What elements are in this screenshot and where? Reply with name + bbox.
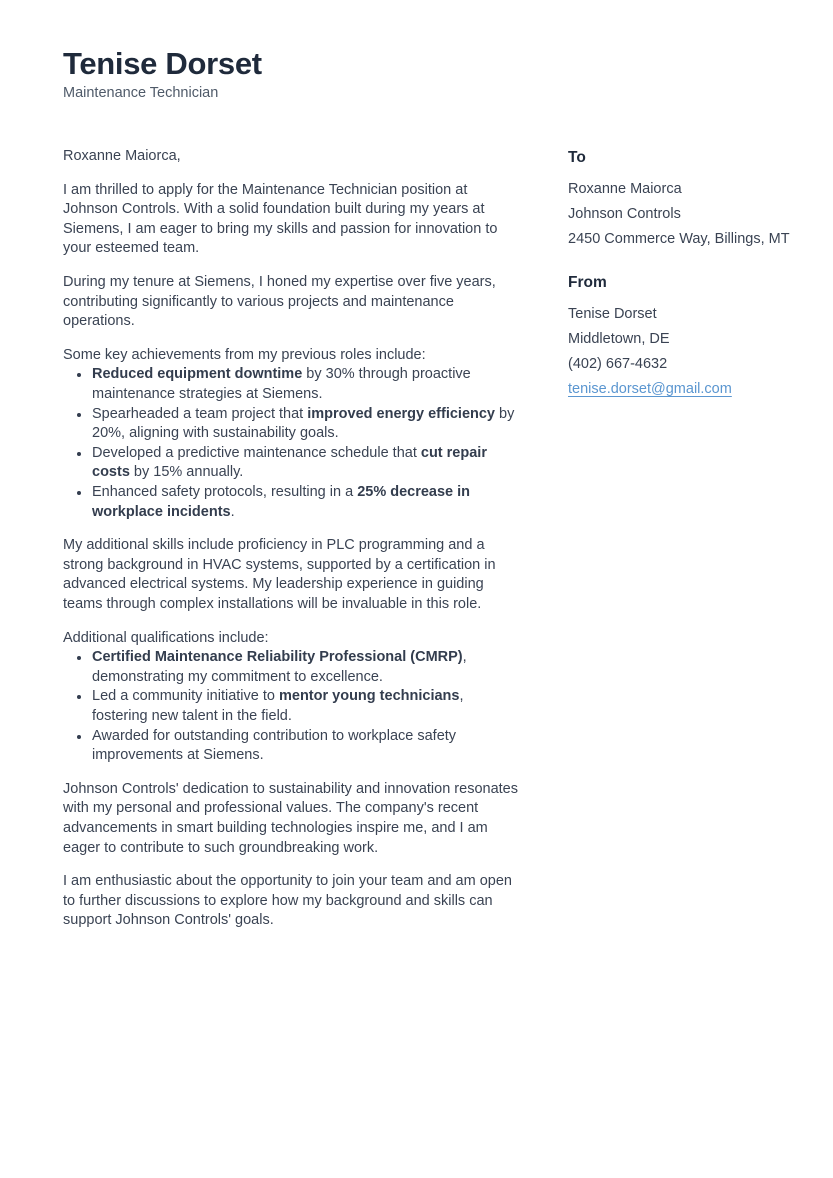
letter-paragraph	[63, 181, 520, 259]
sender-location: Middletown, DE	[568, 331, 670, 348]
from-heading: From	[568, 274, 607, 292]
text-run: Awarded for outstanding contribution to workplace safety improvements at Siemens.	[92, 727, 457, 764]
list-item	[91, 365, 520, 404]
recipient-address: 2450 Commerce Way, Billings, MT	[568, 231, 790, 248]
bold-text: Reduced equipment downtime	[92, 366, 303, 383]
page-title: Tenise Dorset	[63, 46, 262, 81]
list-item	[91, 444, 520, 483]
letter-paragraph	[63, 536, 520, 614]
sender-name: Tenise Dorset	[568, 306, 657, 323]
bold-text: cut repair costs	[92, 444, 487, 481]
text-run: Developed a predictive maintenance schedule that	[92, 444, 421, 461]
bold-text: 25% decrease in workplace incidents	[92, 484, 471, 520]
text-run: Roxanne Maiorca,	[63, 148, 181, 165]
sender-phone: (402) 667-4632	[568, 356, 668, 373]
list-item	[91, 648, 520, 687]
letter-paragraph	[63, 147, 520, 167]
text-run: , fostering new talent in the field.	[92, 688, 464, 724]
text-run: Some key achievements from my previous roles include:	[63, 346, 426, 363]
list-item	[91, 483, 520, 522]
job-title: Maintenance Technician	[63, 85, 219, 102]
text-run: Johnson Controls' dedication to sustainability and innovation resonates with my personal and professional values. The company's recent advancements in smart building technologies inspire me, and I am eager to contribute to such groundbreaking work.	[63, 780, 518, 856]
contact-sidebar	[568, 147, 790, 402]
bold-text: improved energy efficiency	[307, 405, 495, 422]
letter-paragraph	[63, 872, 520, 931]
list-item	[91, 727, 520, 766]
to-heading: To	[568, 149, 586, 167]
text-run: .	[230, 503, 235, 520]
text-run: I am enthusiastic about the opportunity to join your team and am open to further discussions to explore how my background and skills can support Johnson Controls' goals.	[63, 873, 512, 929]
list-item	[91, 687, 520, 726]
text-run: Led a community initiative to	[92, 688, 279, 705]
text-run: During my tenure at Siemens, I honed my expertise over five years, contributing significantly to various projects and maintenance operations.	[63, 274, 496, 330]
bullet-list	[63, 648, 520, 766]
letter-paragraph	[63, 780, 520, 858]
letter-paragraph	[63, 273, 520, 332]
list-item	[91, 405, 520, 444]
document-header	[63, 47, 790, 101]
text-run: by 30% through proactive maintenance strategies at Siemens.	[92, 366, 471, 403]
text-run: Additional qualifications include:	[63, 629, 269, 646]
text-run: by 15% annually.	[129, 464, 244, 481]
sender-email-link[interactable]: tenise.dorset@gmail.com	[568, 381, 732, 398]
recipient-company: Johnson Controls	[568, 206, 681, 223]
content-columns	[63, 147, 790, 931]
letter-paragraph	[63, 629, 520, 649]
bold-text: mentor young technicians	[278, 688, 460, 705]
bold-text: Certified Maintenance Reliability Professional (CMRP)	[92, 649, 463, 666]
text-run: , demonstrating my commitment to excellence.	[92, 649, 467, 685]
text-run: Enhanced safety protocols, resulting in a	[92, 484, 358, 500]
letter-body	[63, 147, 520, 931]
bullet-list	[63, 365, 520, 522]
letter-paragraph	[63, 346, 520, 366]
text-run: I am thrilled to apply for the Maintenance Technician position at Johnson Controls. With a solid foundation built during my years at Siemens, I am eager to bring my skills and passion for innovation to your esteemed team.	[63, 181, 498, 257]
sender-section	[568, 273, 790, 402]
recipient-name: Roxanne Maiorca	[568, 181, 682, 198]
recipient-section	[568, 148, 790, 252]
text-run: My additional skills include proficiency in PLC programming and a strong background in HVAC systems, supported by a certification in advanced electrical systems. My leadership experience in guiding teams through complex installations will be invaluable in this role.	[63, 537, 496, 612]
text-run: by 20%, aligning with sustainability goals.	[92, 405, 515, 442]
text-run: Spearheaded a team project that	[92, 405, 308, 422]
